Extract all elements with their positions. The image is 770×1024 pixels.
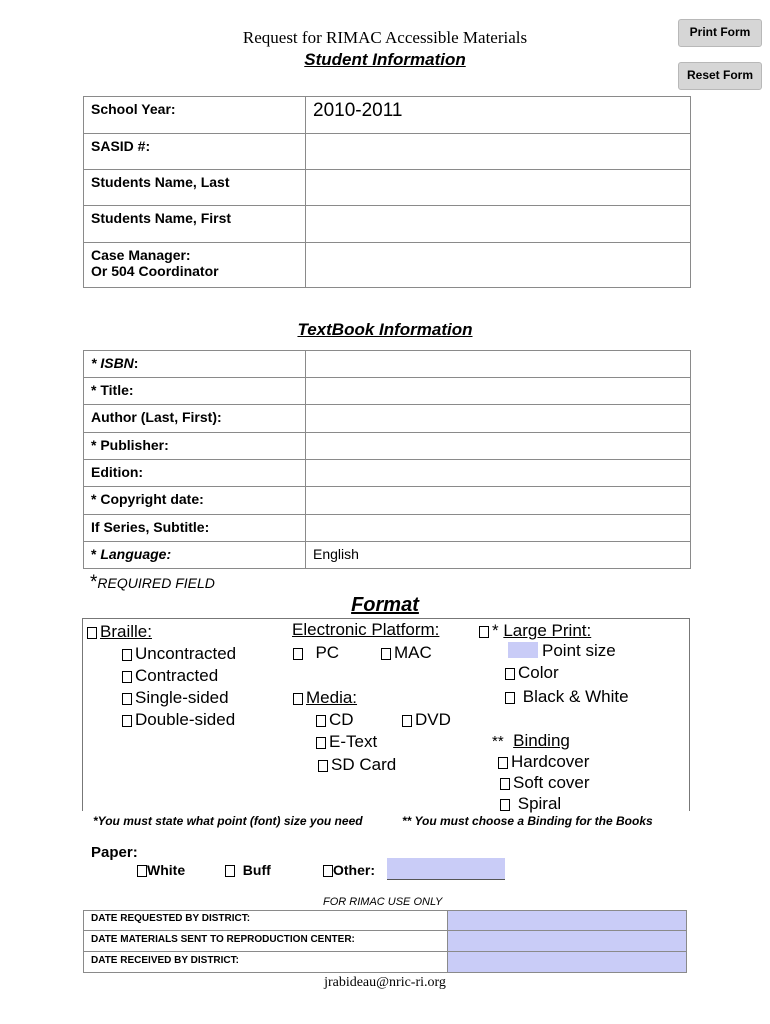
date-received-field[interactable] [448, 952, 687, 973]
school-year-field[interactable]: 2010-2011 [306, 97, 691, 134]
section-heading-format: Format [351, 594, 419, 616]
pc-checkbox[interactable] [293, 648, 303, 660]
isbn-label-text: ISBN [100, 355, 134, 371]
footer-email: jrabideau@nric-ri.org [324, 975, 446, 990]
paper-buff-label: Buff [242, 862, 271, 878]
edition-field[interactable] [306, 460, 691, 487]
contracted-label: Contracted [135, 666, 219, 685]
mac-checkbox[interactable] [381, 648, 391, 660]
copyright-label: * Copyright date: [84, 487, 306, 515]
sd-card-option[interactable] [318, 755, 396, 775]
last-name-label: Students Name, Last [84, 170, 306, 206]
language-label-text: Language: [100, 546, 172, 562]
dvd-option[interactable] [402, 710, 451, 730]
series-field[interactable] [306, 515, 691, 542]
reset-form-button[interactable]: Reset Form [678, 62, 762, 90]
black-white-label: Black & White [522, 687, 629, 706]
point-size-input[interactable] [508, 642, 538, 658]
case-manager-label-line2: Or 504 Coordinator [91, 263, 219, 279]
binding-note: ** You must choose a Binding for the Books [402, 814, 653, 828]
first-name-label: Students Name, First [84, 206, 306, 243]
double-sided-checkbox[interactable] [122, 715, 132, 727]
paper-label: Paper: [91, 844, 138, 861]
uncontracted-option[interactable] [122, 644, 236, 664]
paper-other-option[interactable] [323, 862, 375, 878]
date-requested-field[interactable] [448, 911, 687, 931]
soft-cover-option[interactable] [500, 773, 590, 793]
publisher-label: * Publisher: [84, 433, 306, 460]
required-note-text: REQUIRED FIELD [97, 575, 215, 591]
last-name-field[interactable] [306, 170, 691, 206]
soft-cover-label: Soft cover [513, 773, 590, 792]
uncontracted-checkbox[interactable] [122, 649, 132, 661]
point-size-label: Point size [542, 641, 616, 660]
spiral-checkbox[interactable] [500, 799, 510, 811]
copyright-field[interactable] [306, 487, 691, 515]
paper-white-label: White [147, 862, 186, 878]
point-size-note: *You must state what point (font) size you need [93, 814, 363, 828]
braille-checkbox[interactable] [87, 627, 97, 639]
spiral-label: Spiral [517, 794, 562, 813]
print-form-button[interactable]: Print Form [678, 19, 762, 47]
hardcover-option[interactable] [498, 752, 589, 772]
dvd-checkbox[interactable] [402, 715, 412, 727]
isbn-label [84, 351, 306, 378]
student-info-table [83, 96, 691, 288]
cd-option[interactable] [316, 710, 354, 730]
pc-option[interactable] [293, 643, 339, 663]
double-sided-option[interactable] [122, 710, 235, 730]
large-print-checkbox[interactable] [479, 626, 489, 638]
date-sent-label: DATE MATERIALS SENT TO REPRODUCTION CENTER: [84, 931, 448, 952]
edition-label: Edition: [84, 460, 306, 487]
isbn-star: * [91, 355, 101, 371]
isbn-colon: : [133, 355, 139, 371]
paper-white-option[interactable] [137, 862, 185, 878]
soft-cover-checkbox[interactable] [500, 778, 510, 790]
mac-option[interactable] [381, 643, 432, 663]
paper-buff-option[interactable] [225, 862, 271, 878]
case-manager-label [84, 243, 306, 288]
large-print-option[interactable] [479, 621, 591, 641]
date-requested-label: DATE REQUESTED BY DISTRICT: [84, 911, 448, 931]
title-field[interactable] [306, 378, 691, 405]
single-sided-option[interactable] [122, 688, 229, 708]
sd-card-label: SD Card [331, 755, 397, 774]
braille-option[interactable] [87, 622, 152, 642]
rimac-table [83, 910, 687, 973]
spiral-option[interactable] [500, 794, 561, 814]
language-field[interactable]: English [306, 542, 691, 569]
black-white-option[interactable] [505, 687, 629, 707]
paper-white-checkbox[interactable] [137, 865, 147, 877]
author-field[interactable] [306, 405, 691, 433]
hardcover-label: Hardcover [511, 752, 590, 771]
etext-checkbox[interactable] [316, 737, 326, 749]
contracted-option[interactable] [122, 666, 218, 686]
media-option[interactable] [293, 688, 357, 708]
media-label: Media: [306, 688, 358, 707]
cd-checkbox[interactable] [316, 715, 326, 727]
case-manager-field[interactable] [306, 243, 691, 288]
language-star: * [91, 546, 101, 562]
binding-label: Binding [513, 731, 570, 750]
language-label [84, 542, 306, 569]
color-label: Color [518, 663, 559, 682]
color-option[interactable] [505, 663, 559, 683]
author-label: Author (Last, First): [84, 405, 306, 433]
series-label: If Series, Subtitle: [84, 515, 306, 542]
rimac-use-heading: FOR RIMAC USE ONLY [323, 896, 443, 908]
required-field-note [90, 572, 215, 594]
large-print-label: Large Print: [503, 621, 592, 640]
section-heading-student: Student Information [304, 50, 466, 69]
braille-label: Braille: [100, 622, 152, 641]
required-star: * [90, 572, 98, 593]
first-name-field[interactable] [306, 206, 691, 243]
paper-other-label: Other: [333, 862, 375, 878]
binding-stars: ** [492, 733, 504, 750]
electronic-platform-heading: Electronic Platform: [292, 620, 440, 639]
double-sided-label: Double-sided [135, 710, 236, 729]
form-title: Request for RIMAC Accessible Materials [242, 28, 528, 47]
etext-label: E-Text [329, 732, 378, 751]
binding-heading [492, 731, 570, 751]
paper-other-checkbox[interactable] [323, 865, 333, 877]
media-checkbox[interactable] [293, 693, 303, 705]
date-sent-field[interactable] [448, 931, 687, 952]
title-label: * Title: [84, 378, 306, 405]
publisher-field[interactable] [306, 433, 691, 460]
single-sided-checkbox[interactable] [122, 693, 132, 705]
isbn-field[interactable] [306, 351, 691, 378]
school-year-label: School Year: [84, 97, 306, 134]
hardcover-checkbox[interactable] [498, 757, 508, 769]
sasid-field[interactable] [306, 134, 691, 170]
large-print-star: * [492, 621, 504, 640]
color-checkbox[interactable] [505, 668, 515, 680]
contracted-checkbox[interactable] [122, 671, 132, 683]
date-received-label: DATE RECEIVED BY DISTRICT: [84, 952, 448, 973]
paper-buff-checkbox[interactable] [225, 865, 235, 877]
uncontracted-label: Uncontracted [135, 644, 237, 663]
dvd-label: DVD [415, 710, 451, 729]
single-sided-label: Single-sided [135, 688, 229, 707]
sasid-label: SASID #: [84, 134, 306, 170]
textbook-info-table [83, 350, 691, 569]
paper-other-input[interactable] [387, 858, 505, 880]
mac-label: MAC [394, 643, 432, 662]
sd-card-checkbox[interactable] [318, 760, 328, 772]
pc-label: PC [315, 643, 340, 662]
cd-label: CD [329, 710, 354, 729]
case-manager-label-line1: Case Manager: [91, 247, 191, 263]
section-heading-textbook: TextBook Information [297, 320, 473, 339]
black-white-checkbox[interactable] [505, 692, 515, 704]
etext-option[interactable] [316, 732, 377, 752]
